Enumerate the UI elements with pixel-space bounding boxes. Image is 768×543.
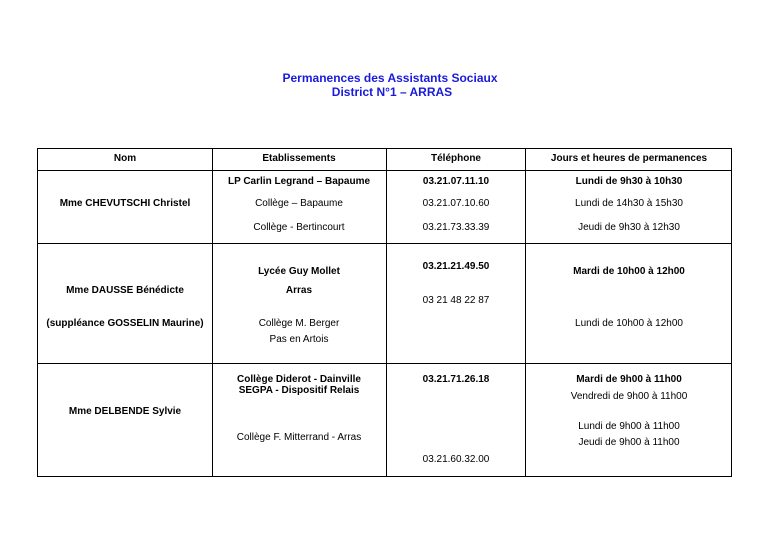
column-divider	[525, 149, 526, 476]
phone-cell: 03 21 48 22 87	[422, 295, 490, 306]
phone-cell: 03.21.73.33.39	[422, 222, 490, 233]
etab-cell: Collège – Bapaume	[255, 198, 343, 209]
name-dausse: Mme DAUSSE Bénédicte	[66, 285, 184, 296]
phone-cell: 03.21.07.11.10	[422, 176, 490, 187]
etab-city: Pas en Artois	[269, 334, 329, 345]
name-suppleance: (suppléance GOSSELIN Maurine)	[46, 318, 204, 329]
header-nom: Nom	[113, 153, 137, 164]
schedule-cell: Mardi de 9h00 à 11h00	[576, 374, 682, 385]
row-divider	[38, 170, 731, 171]
header-telephone: Téléphone	[430, 153, 482, 164]
permanences-table	[37, 148, 732, 477]
phone-cell: 03.21.60.32.00	[422, 454, 490, 465]
etab-cell: Collège Diderot - Dainville	[237, 374, 361, 385]
etab-cell-line2: SEGPA - Dispositif Relais	[238, 385, 360, 396]
schedule-cell: Mardi de 10h00 à 12h00	[573, 266, 685, 277]
etab-cell: LP Carlin Legrand – Bapaume	[227, 176, 371, 187]
phone-cell: 03.21.07.10.60	[422, 198, 490, 209]
schedule-cell: Lundi de 9h30 à 10h30	[575, 176, 683, 187]
name-chevutschi: Mme CHEVUTSCHI Christel	[59, 198, 191, 209]
etab-city: Arras	[285, 285, 313, 296]
schedule-cell: Lundi de 9h00 à 11h00	[578, 421, 680, 432]
etab-cell: Collège M. Berger	[258, 318, 340, 329]
schedule-cell: Vendredi de 9h00 à 11h00	[570, 391, 688, 402]
schedule-cell: Jeudi de 9h00 à 11h00	[578, 437, 680, 448]
header-jours: Jours et heures de permanences	[550, 153, 708, 164]
schedule-cell: Lundi de 10h00 à 12h00	[575, 318, 683, 329]
title-line-1: Permanences des Assistants Sociaux	[282, 71, 498, 85]
title-line-2: District N°1 – ARRAS	[331, 85, 453, 99]
etab-cell: Collège F. Mitterrand - Arras	[236, 432, 362, 443]
schedule-cell: Jeudi de 9h30 à 12h30	[578, 222, 680, 233]
phone-cell: 03.21.71.26.18	[422, 374, 490, 385]
column-divider	[212, 149, 213, 476]
etab-cell: Collège - Bertincourt	[253, 222, 345, 233]
row-divider	[38, 363, 731, 364]
column-divider	[386, 149, 387, 476]
name-delbende: Mme DELBENDE Sylvie	[68, 406, 182, 417]
row-divider	[38, 243, 731, 244]
etab-cell: Lycée Guy Mollet	[258, 266, 340, 277]
schedule-cell: Lundi de 14h30 à 15h30	[575, 198, 683, 209]
phone-cell: 03.21.21.49.50	[422, 261, 490, 272]
header-etablissements: Etablissements	[262, 153, 336, 164]
